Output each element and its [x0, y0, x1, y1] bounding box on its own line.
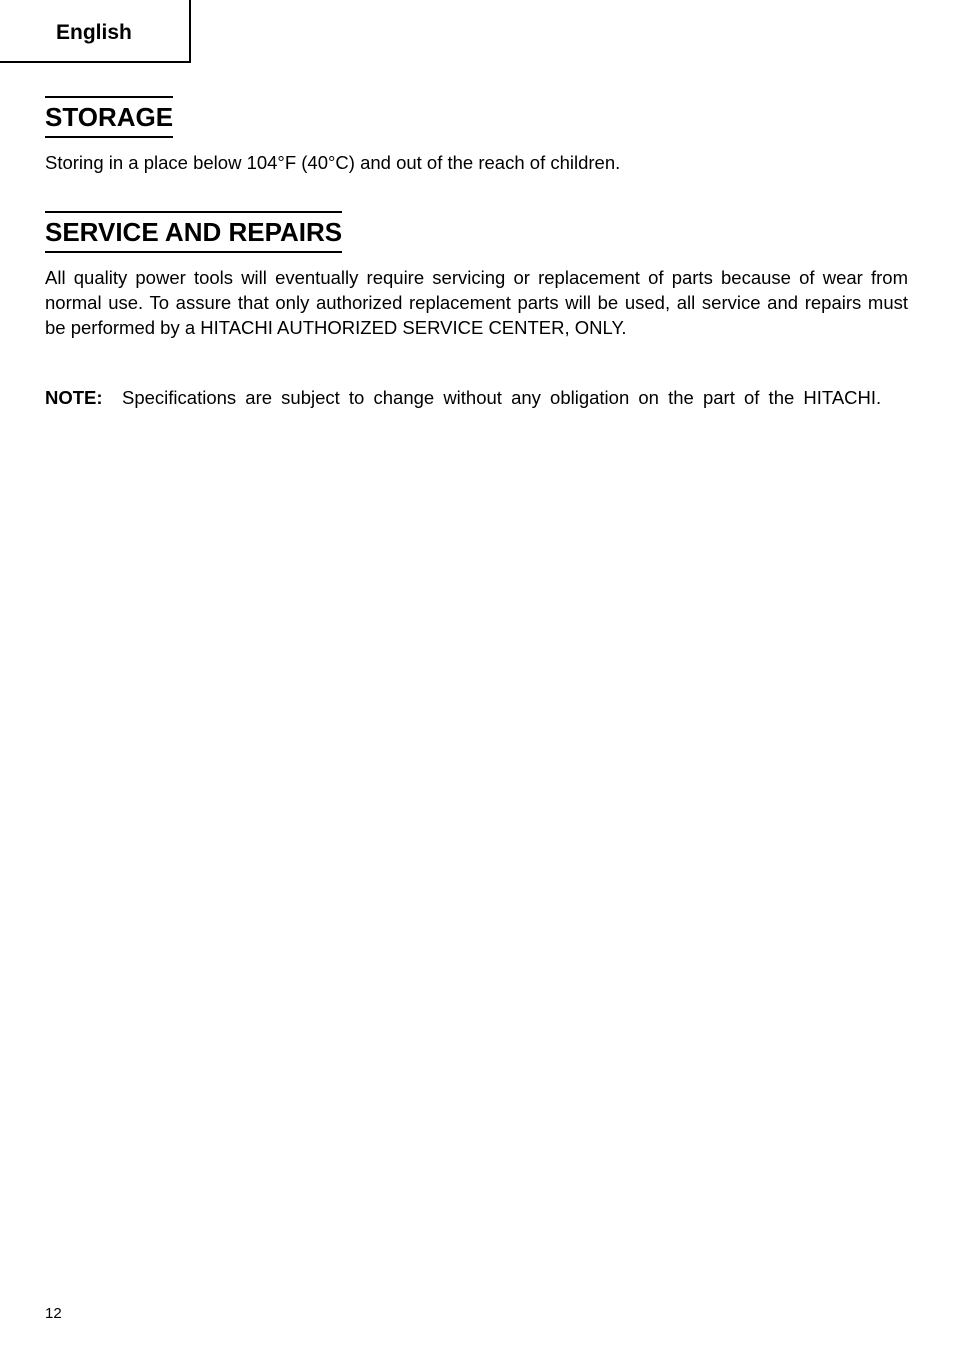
page-number: 12 — [45, 1305, 62, 1322]
note-label: NOTE: — [45, 387, 103, 408]
service-heading: SERVICE AND REPAIRS — [45, 211, 342, 253]
service-text: All quality power tools will eventually require servicing or replacement of parts because of wear from normal use. To assure that only authorized replacement parts will be used, all service and repairs must be performed by a HITACHI AUTHORIZED SERVICE CENTER, ONLY. — [45, 267, 908, 338]
note-text: Specifications are subject to change without any obligation on the part of the HITACHI. — [122, 387, 882, 408]
language-tab — [0, 0, 191, 63]
storage-text: Storing in a place below 104°F (40°C) and out of the reach of children. — [45, 152, 621, 173]
language-label: English — [56, 21, 132, 44]
storage-heading: STORAGE — [45, 96, 173, 138]
